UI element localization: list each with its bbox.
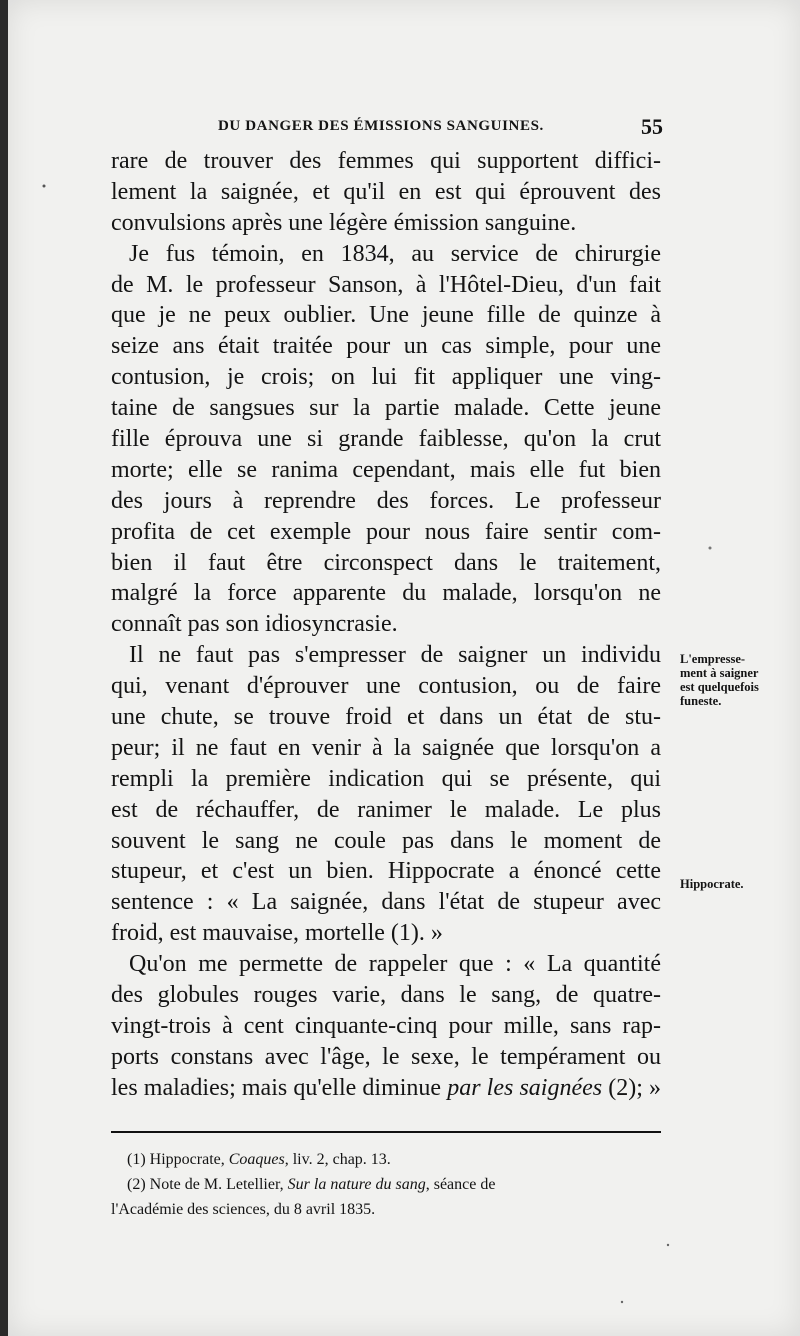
text-line: morte; elle se ranima cependant, mais elle fut bien xyxy=(111,456,661,483)
margin-note-line: L'empresse- xyxy=(680,652,746,666)
paper-speck xyxy=(43,185,46,188)
text-line: lement la saignée, et qu'il en est qui éprouvent des xyxy=(111,178,661,205)
margin-note-line: funeste. xyxy=(680,694,722,708)
paper-speck xyxy=(709,547,712,550)
text-line: stupeur, et c'est un bien. Hippocrate a énoncé cette xyxy=(111,858,661,885)
paper-speck xyxy=(667,1244,669,1246)
text-line: une chute, se trouve froid et dans un état de stu- xyxy=(111,704,661,731)
text-line: contusion, je crois; on lui fit appliquer une ving- xyxy=(111,364,661,391)
text-line: bien il faut être circonspect dans le traitement, xyxy=(111,549,661,576)
text-line: convulsions après une légère émission sanguine. xyxy=(111,209,577,236)
text-line: est de réchauffer, de ranimer le malade. Le plus xyxy=(111,796,661,823)
text-run: (1) Hippocrate, xyxy=(127,1151,229,1168)
text-line: rare de trouver des femmes qui supportent diffici- xyxy=(111,148,661,174)
text-run: (2) Note de M. Letellier, xyxy=(127,1176,288,1193)
text-line: taine de sangsues sur la partie malade. Cette jeune xyxy=(111,395,661,422)
text-line: des globules rouges varie, dans le sang, de quatre- xyxy=(111,982,661,1009)
text-line: ports constans avec l'âge, le sexe, le tempérament ou xyxy=(111,1043,661,1070)
text-line: connaît pas son idiosyncrasie. xyxy=(111,611,398,638)
book-page xyxy=(8,0,800,1336)
text-line: sentence : « La saignée, dans l'état de stupeur avec xyxy=(111,889,661,916)
text-line: fille éprouva une si grande faiblesse, qu'on la crut xyxy=(111,426,661,453)
text-run: les maladies; mais qu'elle diminue xyxy=(111,1074,448,1101)
text-line: peur; il ne faut en venir à la saignée que lorsqu'on a xyxy=(111,734,661,761)
paper-speck xyxy=(621,1301,623,1303)
margin-note-line: est quelquefois xyxy=(680,680,759,694)
text-line: Qu'on me permette de rappeler que : « La quantité xyxy=(129,951,661,978)
text-line: de M. le professeur Sanson, à l'Hôtel-Dieu, d'un fait xyxy=(111,271,661,298)
paper-specks xyxy=(8,0,800,1336)
italic-run: Coaques xyxy=(228,1151,285,1168)
text-line: seize ans était traitée pour un cas simple, pour une xyxy=(111,333,661,360)
text-line: vingt-trois à cent cinquante-cinq pour mille, sans rap- xyxy=(111,1012,661,1039)
text-line: Je fus témoin, en 1834, au service de chirurgie xyxy=(129,240,661,267)
text-run: , séance de xyxy=(425,1176,496,1193)
text-line: qui, venant d'éprouver une contusion, ou de faire xyxy=(111,673,661,700)
text-line: souvent le sang ne coule pas dans le moment de xyxy=(111,827,661,854)
text-line: froid, est mauvaise, mortelle (1). » xyxy=(111,920,443,947)
page-number: 55 xyxy=(641,114,663,139)
text-line: malgré la force apparente du malade, lorsqu'on ne xyxy=(111,580,661,607)
text-run: , liv. 2, chap. 13. xyxy=(284,1151,391,1168)
running-head: DU DANGER DES ÉMISSIONS SANGUINES. xyxy=(218,118,544,134)
italic-run: Sur la nature du sang xyxy=(287,1176,426,1193)
text-line: rempli la première indication qui se présente, qui xyxy=(111,765,661,792)
text-run: (2); » xyxy=(602,1074,662,1101)
text-line: des jours à reprendre des forces. Le professeur xyxy=(111,487,661,514)
text-line: profita de cet exemple pour nous faire sentir com- xyxy=(111,518,661,545)
footnote-2-continued: l'Académie des sciences, du 8 avril 1835. xyxy=(111,1201,376,1218)
text-line: que je ne peux oublier. Une jeune fille de quinze à xyxy=(111,302,661,329)
margin-note-line: Hippocrate. xyxy=(680,877,744,891)
text-line: Il ne faut pas s'empresser de saigner un individu xyxy=(129,642,661,669)
margin-note-line: ment à saigner xyxy=(680,666,759,680)
italic-run: par les saignées xyxy=(447,1074,603,1101)
